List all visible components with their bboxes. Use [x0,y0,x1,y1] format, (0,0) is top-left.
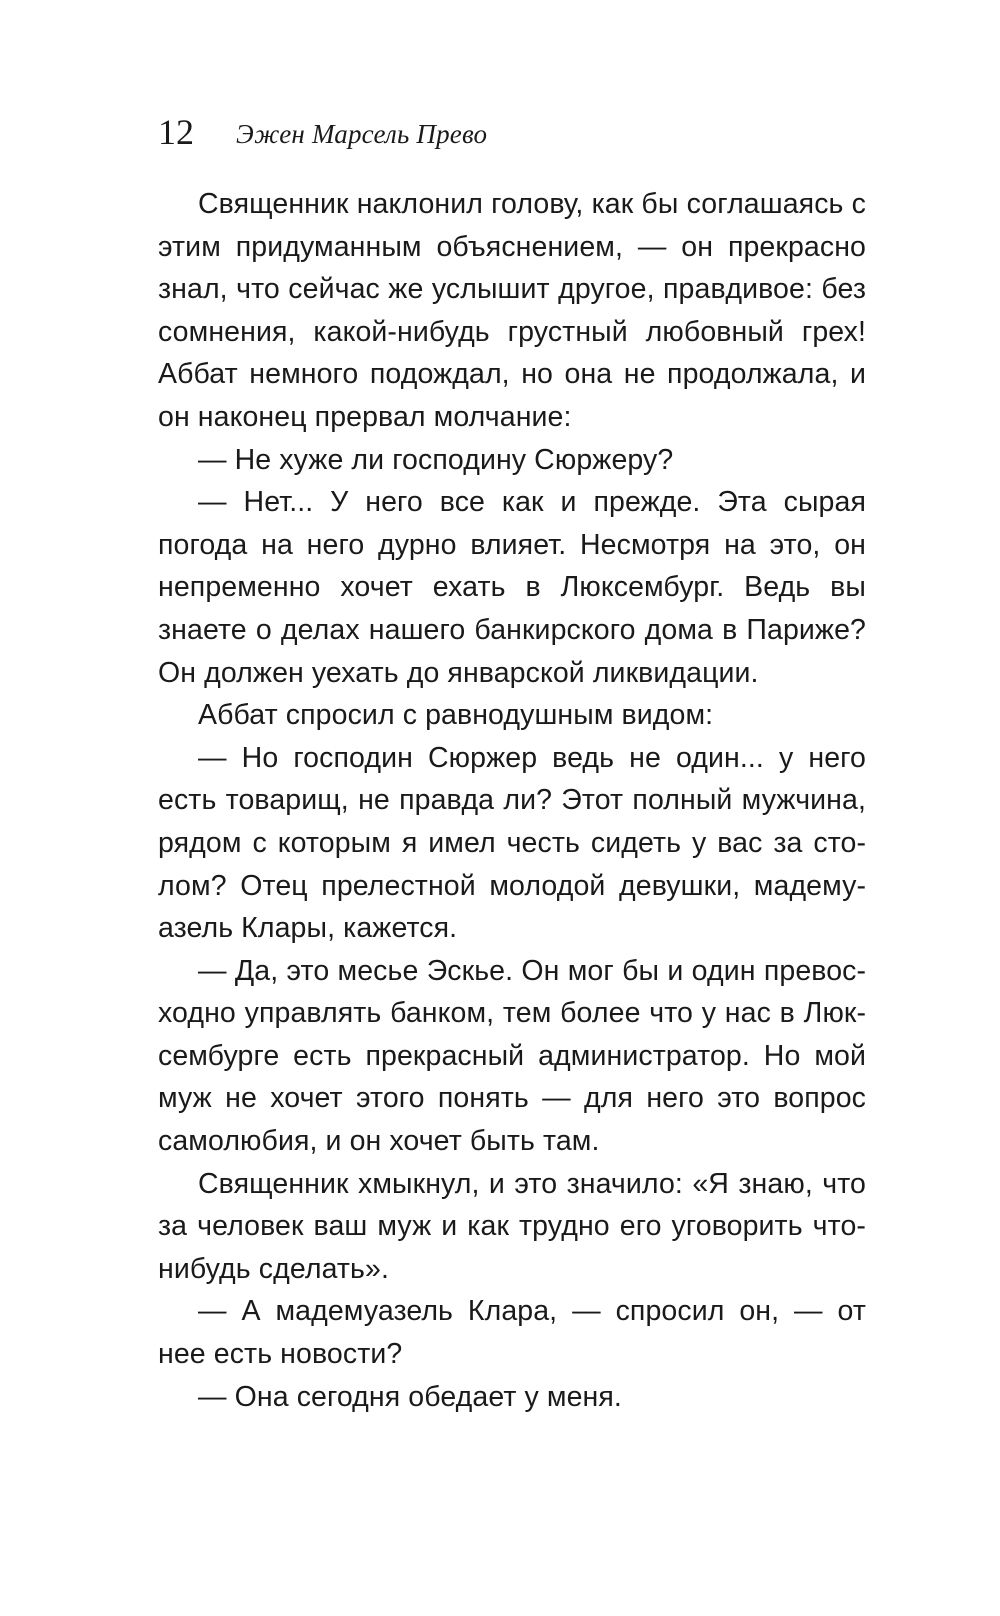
paragraph: — Она сегодня обедает у меня. [198,1380,622,1413]
paragraph: Аббат спросил с равнодушным видом: [198,699,714,732]
page-number: 12 [158,112,194,152]
paragraph: — Но господин Сюржер ведь не один... у него есть товарищ, не правда ли? Этот полный мужчина, рядом с которым я имел честь сидеть у вас за столом? Отец прелестной молодой девушки, мадемуазель Клары, кажется. [158,741,866,945]
paragraph: — Не хуже ли господину Сюржеру? [198,443,674,476]
running-head-author: Эжен Марсель Прево [236,119,488,149]
paragraph: Священник хмыкнул, и это значило: «Я знаю, что за человек ваш муж и как трудно его уговорить что-нибудь сделать». [158,1167,866,1285]
paragraph: — Нет... У него все как и прежде. Эта сырая погода на него дурно влияет. Несмотря на это, он непременно хочет ехать в Люксембург. Ведь вы знаете о делах нашего банкирского дома в Париже? Он должен уехать до январской ликвидации. [158,486,866,689]
page-header [158,108,878,160]
paragraph: — А мадемуазель Клара, — спросил он, — от нее есть новости? [158,1295,866,1371]
body-text [158,183,866,1418]
paragraph: Священник наклонил голову, как бы соглашаясь с этим придуманным объяснением, — он прекрасно знал, что сейчас же услышит другое, правдивое: без сомнения, какой-нибудь грустный любовный грех! Аббат немного подождал, но она не продолжала, и он наконец прервал молчание: [158,188,866,433]
paragraph: — Да, это месье Эскье. Он мог бы и один превосходно управлять банком, тем более что у нас в Люксембурге есть прекрасный администратор. Но мой муж не хочет этого понять — для него это вопрос самолюбия, и он хочет быть там. [158,954,866,1158]
